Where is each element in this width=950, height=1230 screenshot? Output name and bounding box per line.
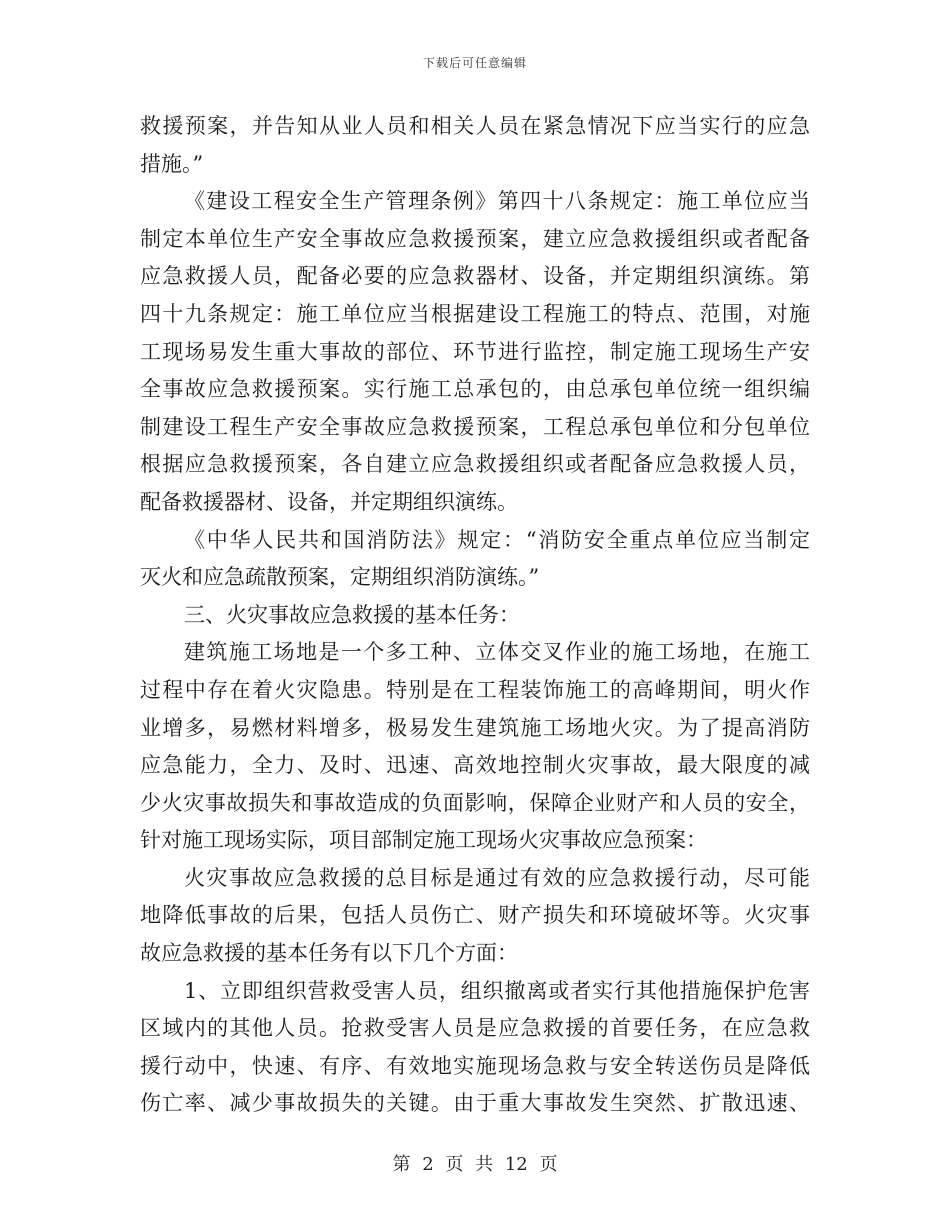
text-line: 救援预案，并告知从业人员和相关人员在紧急情况下应当实行的应急 — [140, 114, 810, 138]
text-line: 四十九条规定：施工单位应当根据建设工程施工的特点、范围，对施 — [140, 301, 810, 326]
text-line: 措施。” — [140, 151, 204, 176]
text-line: 少火灾事故损失和事故造成的负面影响，保障企业财产和人员的安全， — [140, 790, 810, 815]
text-line: 《中华人民共和国消防法》规定：“消防安全重点单位应当制定 — [184, 527, 810, 552]
text-line: 应急救援人员，配备必要的应急救器材、设备，并定期组织演练。第 — [140, 264, 810, 289]
text-line: 全事故应急救援预案。实行施工总承包的，由总承包单位统一组织编 — [140, 377, 810, 402]
text-line: 故应急救援的基本任务有以下几个方面： — [140, 941, 518, 966]
document-body — [140, 108, 810, 1123]
text-line: 制建设工程生产安全事故应急救援预案，工程总承包单位和分包单位 — [140, 414, 810, 439]
text-line: 根据应急救援预案，各自建立应急救援组织或者配备应急救援人员， — [140, 452, 810, 477]
text-line: 地降低事故的后果，包括人员伤亡、财产损失和环境破坏等。火灾事 — [140, 903, 810, 928]
text-line: 《建设工程安全生产管理条例》第四十八条规定：施工单位应当 — [184, 189, 810, 214]
text-line: 应急能力，全力、及时、迅速、高效地控制火灾事故，最大限度的减 — [140, 753, 810, 778]
text-line: 伤亡率、减少事故损失的关键。由于重大事故发生突然、扩散迅速、 — [140, 1091, 810, 1116]
page-number: 第 2 页 共 12 页 — [392, 1154, 558, 1175]
text-line: 建筑施工场地是一个多工种、立体交叉作业的施工场地，在施工 — [184, 640, 810, 665]
text-line: 火灾事故应急救援的总目标是通过有效的应急救援行动，尽可能 — [184, 865, 810, 890]
text-line: 援行动中，快速、有序、有效地实施现场急救与安全转送伤员是降低 — [140, 1053, 810, 1078]
text-line: 过程中存在着火灾隐患。特别是在工程装饰施工的高峰期间，明火作 — [140, 677, 810, 702]
text-line: 三、火灾事故应急救援的基本任务： — [184, 602, 520, 627]
text-line: 制定本单位生产安全事故应急救援预案，建立应急救援组织或者配备 — [140, 226, 810, 251]
text-line: 配备救援器材、设备，并定期组织演练。 — [140, 489, 518, 514]
text-line: 1、立即组织营救受害人员，组织撤离或者实行其他措施保护危害 — [184, 978, 810, 1003]
text-line: 工现场易发生重大事故的部位、环节进行监控，制定施工现场生产安 — [140, 339, 810, 364]
text-line: 针对施工现场实际，项目部制定施工现场火灾事故应急预案： — [140, 828, 707, 853]
text-line: 业增多，易燃材料增多，极易发生建筑施工场地火灾。为了提高消防 — [140, 715, 810, 740]
page-header: 下载后可任意编辑 — [422, 56, 527, 70]
text-line: 区域内的其他人员。抢救受害人员是应急救援的首要任务，在应急救 — [140, 1016, 810, 1041]
text-line: 灭火和应急疏散预案，定期组织消防演练。” — [140, 565, 540, 590]
